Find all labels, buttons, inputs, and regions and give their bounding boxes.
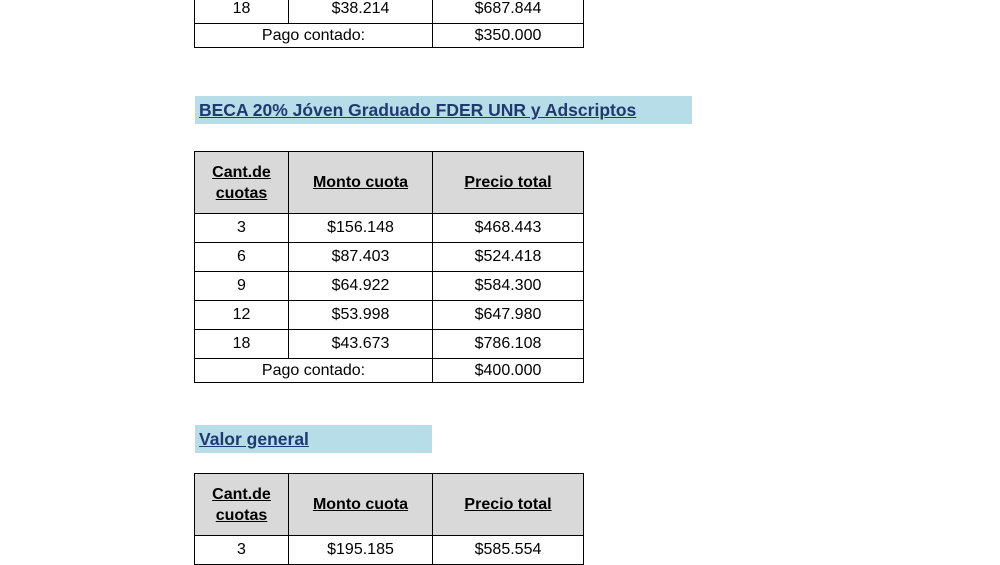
table-row [195,243,584,272]
table-row [195,301,584,330]
cell-cuotas: 18 [195,0,289,24]
header-total: Precio total [433,152,584,214]
cell-monto: $43.673 [289,330,433,359]
section-title-general: Valor general [195,425,432,453]
cell-cuotas: 3 [195,214,289,243]
cell-monto: $156.148 [289,214,433,243]
header-cuotas: Cant.de cuotas [195,474,289,536]
cell-total: $468.443 [433,214,584,243]
header-monto: Monto cuota [289,474,433,536]
cell-monto: $38.214 [289,0,433,24]
cell-monto: $53.998 [289,301,433,330]
table-row [195,0,584,24]
table-header-row [195,474,584,536]
header-cuotas: Cant.de cuotas [195,152,289,214]
table-header-row [195,152,584,214]
cell-total: $687.844 [433,0,584,24]
price-table-previous [194,0,584,48]
cell-monto: $87.403 [289,243,433,272]
cell-cuotas: 12 [195,301,289,330]
price-table-beca [194,151,584,383]
cell-total: $585.554 [433,536,584,565]
table-row-contado [195,24,584,48]
price-table-general [194,473,584,565]
cell-monto: $64.922 [289,272,433,301]
cell-total: $584.300 [433,272,584,301]
header-total: Precio total [433,474,584,536]
table-row [195,536,584,565]
cell-monto: $195.185 [289,536,433,565]
cell-cuotas: 9 [195,272,289,301]
table-row [195,330,584,359]
contado-label: Pago contado: [195,359,433,383]
header-monto: Monto cuota [289,152,433,214]
cell-total: $524.418 [433,243,584,272]
contado-value: $400.000 [433,359,584,383]
cell-cuotas: 18 [195,330,289,359]
table-row-contado [195,359,584,383]
contado-label: Pago contado: [195,24,433,48]
table-row [195,214,584,243]
contado-value: $350.000 [433,24,584,48]
section-title-beca: BECA 20% Jóven Graduado FDER UNR y Adscriptos [195,96,692,124]
cell-cuotas: 6 [195,243,289,272]
cell-total: $647.980 [433,301,584,330]
table-row [195,272,584,301]
cell-total: $786.108 [433,330,584,359]
cell-cuotas: 3 [195,536,289,565]
